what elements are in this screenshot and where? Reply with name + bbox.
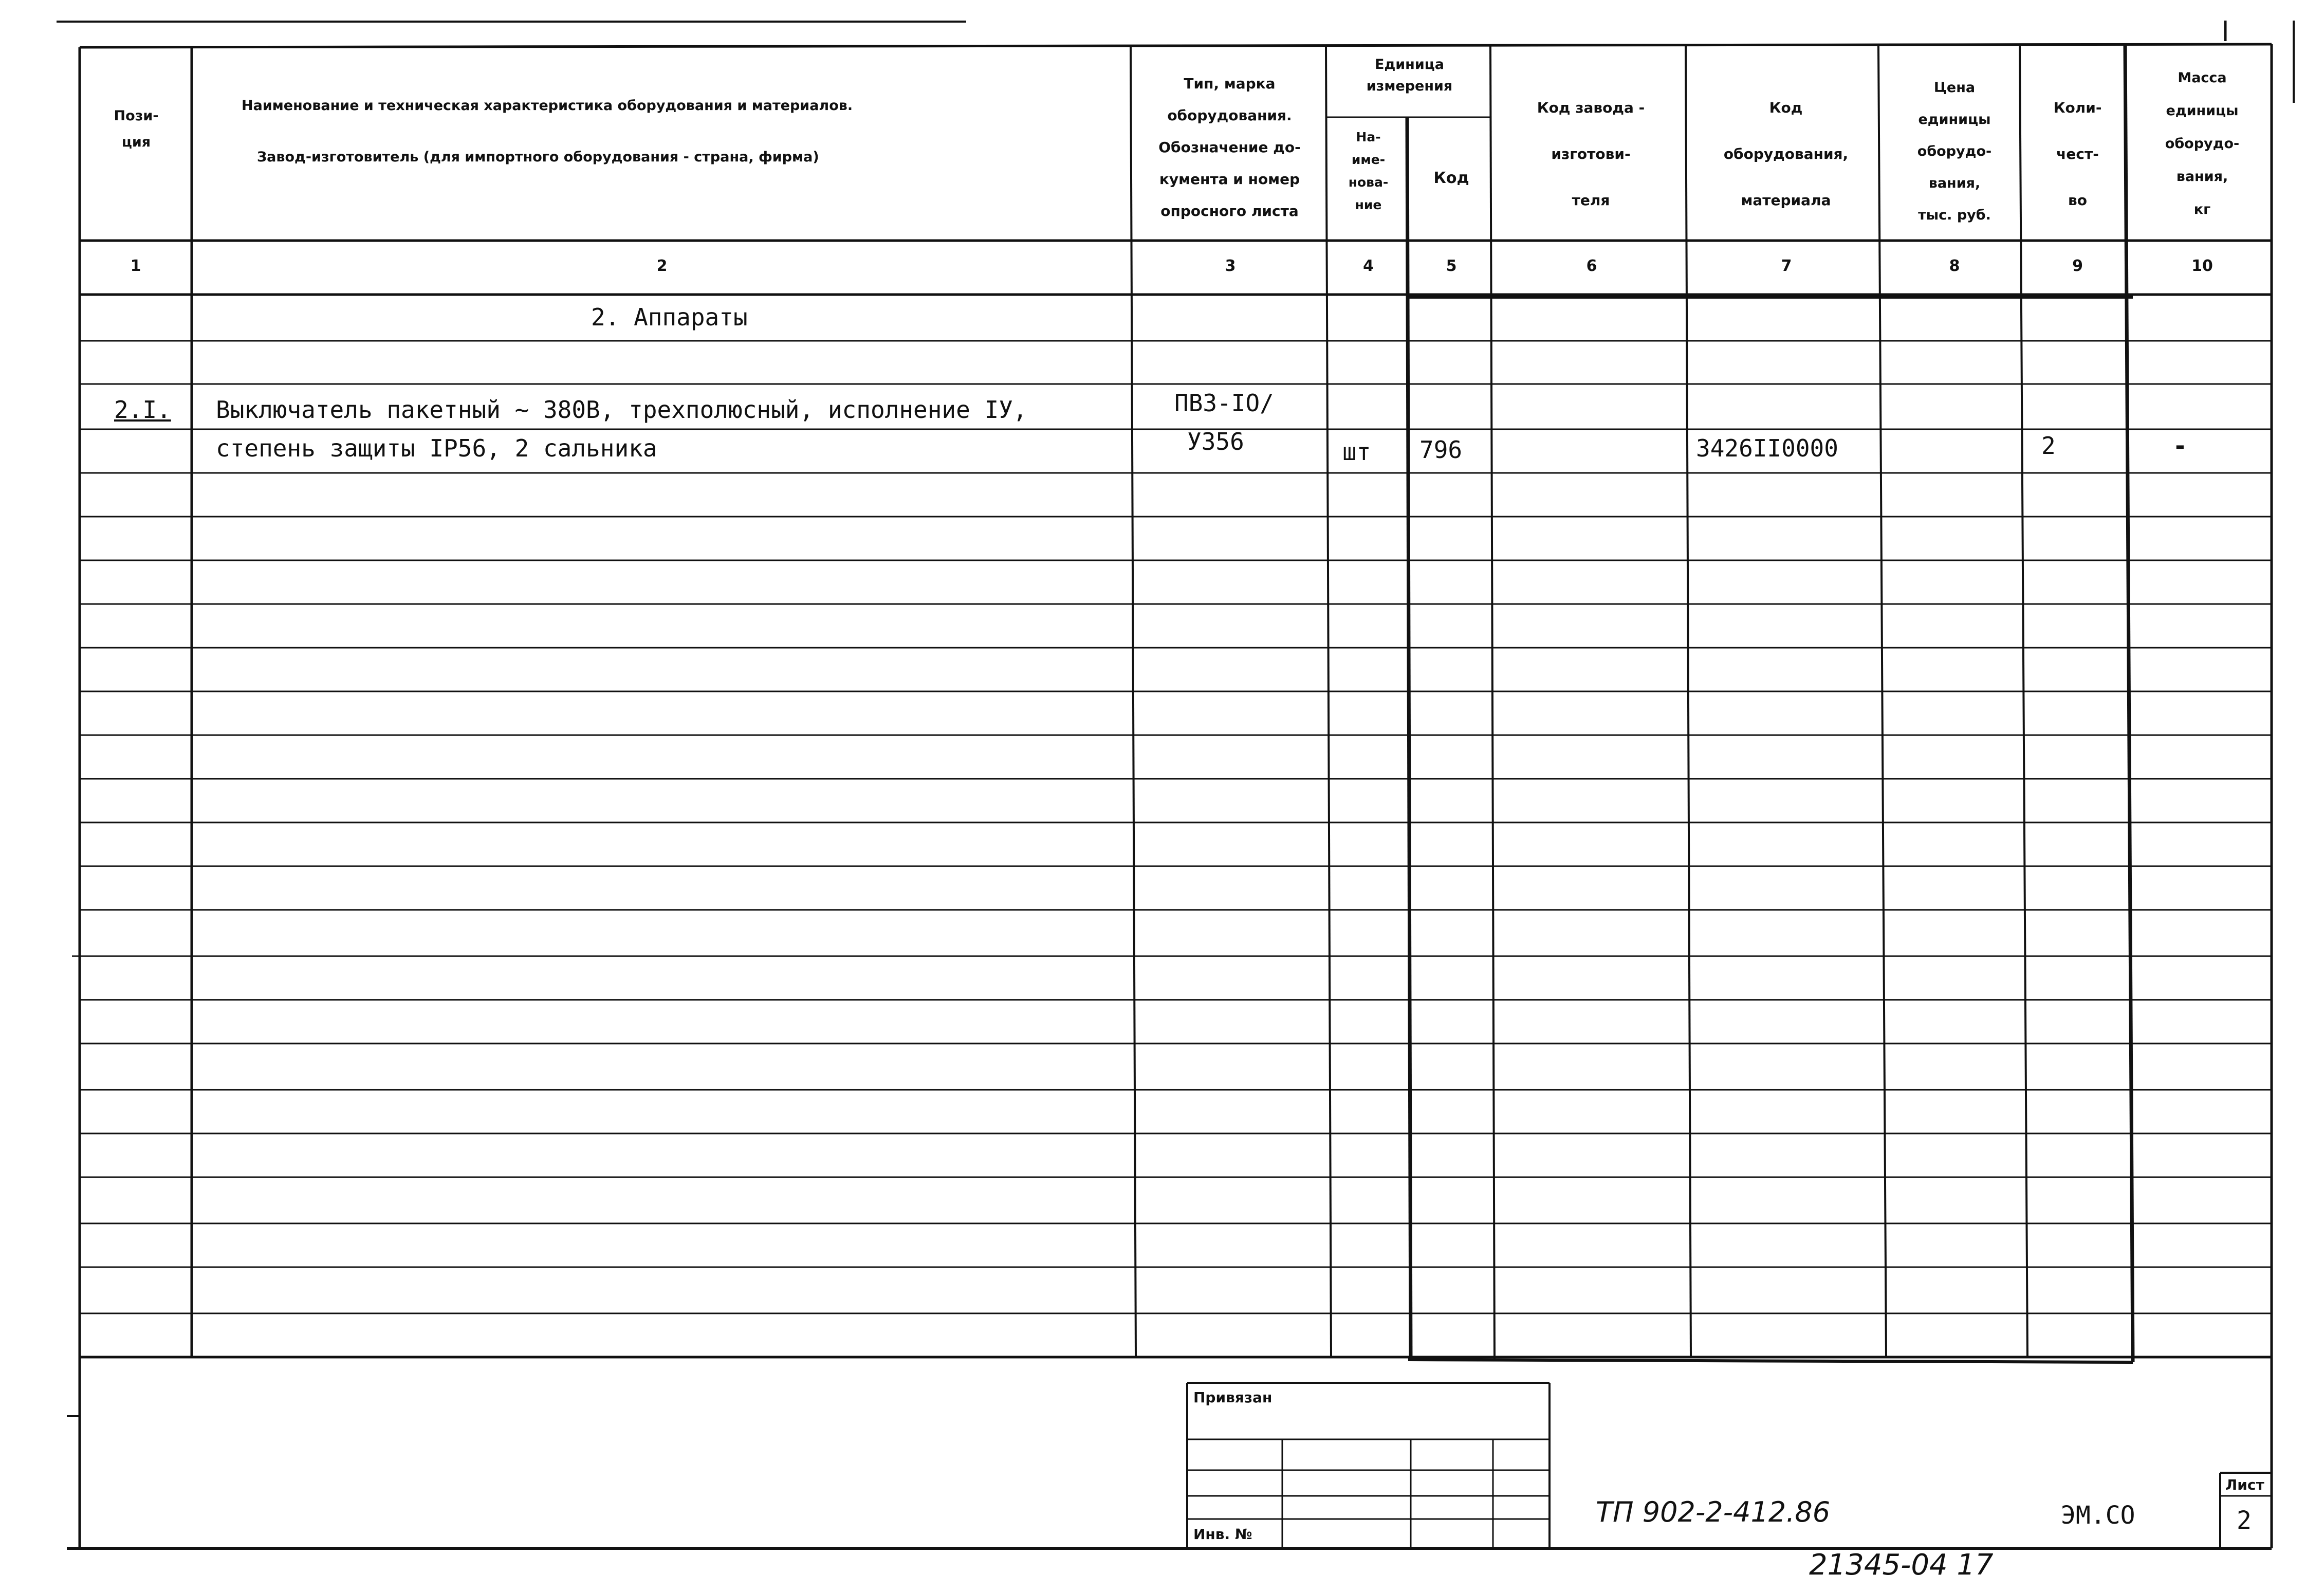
header-name-line1: Наименование и техническая характеристика оборудования и материалов.	[242, 98, 853, 114]
footer-number: 21345-04 17	[1809, 1548, 1994, 1582]
header-name-line2: Завод-изготовитель (для импортного оборудования - страна, фирма)	[257, 149, 819, 165]
row-type-line2: У356	[1187, 428, 1244, 455]
header-unit-name: На- име- нова- ние	[1348, 130, 1389, 212]
col-number-8: 8	[1949, 257, 1960, 275]
header-equipment-code: Код оборудования, материала	[1723, 99, 1849, 209]
header-position: Пози- ция	[114, 108, 159, 151]
row-equipment-code: 3426II0000	[1696, 434, 1838, 462]
header-mass: Масса единицы оборудо- вания, кг	[2165, 70, 2240, 217]
col-number-4: 4	[1363, 257, 1374, 275]
row-quantity: 2	[2041, 432, 2056, 460]
header-price: Цена единицы оборудо- вания, тыс. руб.	[1917, 80, 1992, 223]
header-unit-group: Единица измерения	[1366, 57, 1453, 94]
header-unit-code: Код	[1433, 169, 1469, 187]
document-mark: ЭМ.СО	[2061, 1501, 2135, 1530]
document-code: ТП 902-2-412.86	[1596, 1496, 1831, 1528]
col-number-7: 7	[1781, 257, 1792, 275]
col-number-6: 6	[1586, 257, 1597, 275]
header-factory-code: Код завода - изготови- теля	[1537, 99, 1645, 209]
sheet-number: 2	[2237, 1506, 2252, 1535]
section-title: 2. Аппараты	[591, 303, 748, 331]
row-name-line2: степень защиты IP56, 2 сальника	[216, 434, 657, 462]
col-number-3: 3	[1225, 257, 1236, 275]
row-type-line1: ПВЗ-IO/	[1174, 389, 1274, 417]
sheet-label: Лист	[2225, 1476, 2264, 1493]
row-position: 2.I.	[114, 396, 171, 424]
col-number-10: 10	[2191, 257, 2213, 275]
col-number-5: 5	[1446, 257, 1457, 275]
header-quantity: Коли- чест- во	[2053, 99, 2102, 209]
col-number-2: 2	[656, 257, 668, 275]
row-mass: -	[2173, 432, 2187, 460]
col-number-9: 9	[2072, 257, 2083, 275]
header-type-mark: Тип, марка оборудования. Обозначение до- кумента и номер опросного листа	[1158, 75, 1301, 219]
stamp-bound-label: Привязан	[1193, 1389, 1272, 1406]
row-unit-code: 796	[1419, 436, 1463, 464]
stamp-inv-label: Инв. №	[1193, 1526, 1252, 1543]
row-unit-name: шт	[1342, 438, 1371, 466]
col-number-1: 1	[130, 257, 141, 275]
row-name-line1: Выключатель пакетный ~ 380В, трехполюсный, исполнение IУ,	[216, 396, 1027, 424]
